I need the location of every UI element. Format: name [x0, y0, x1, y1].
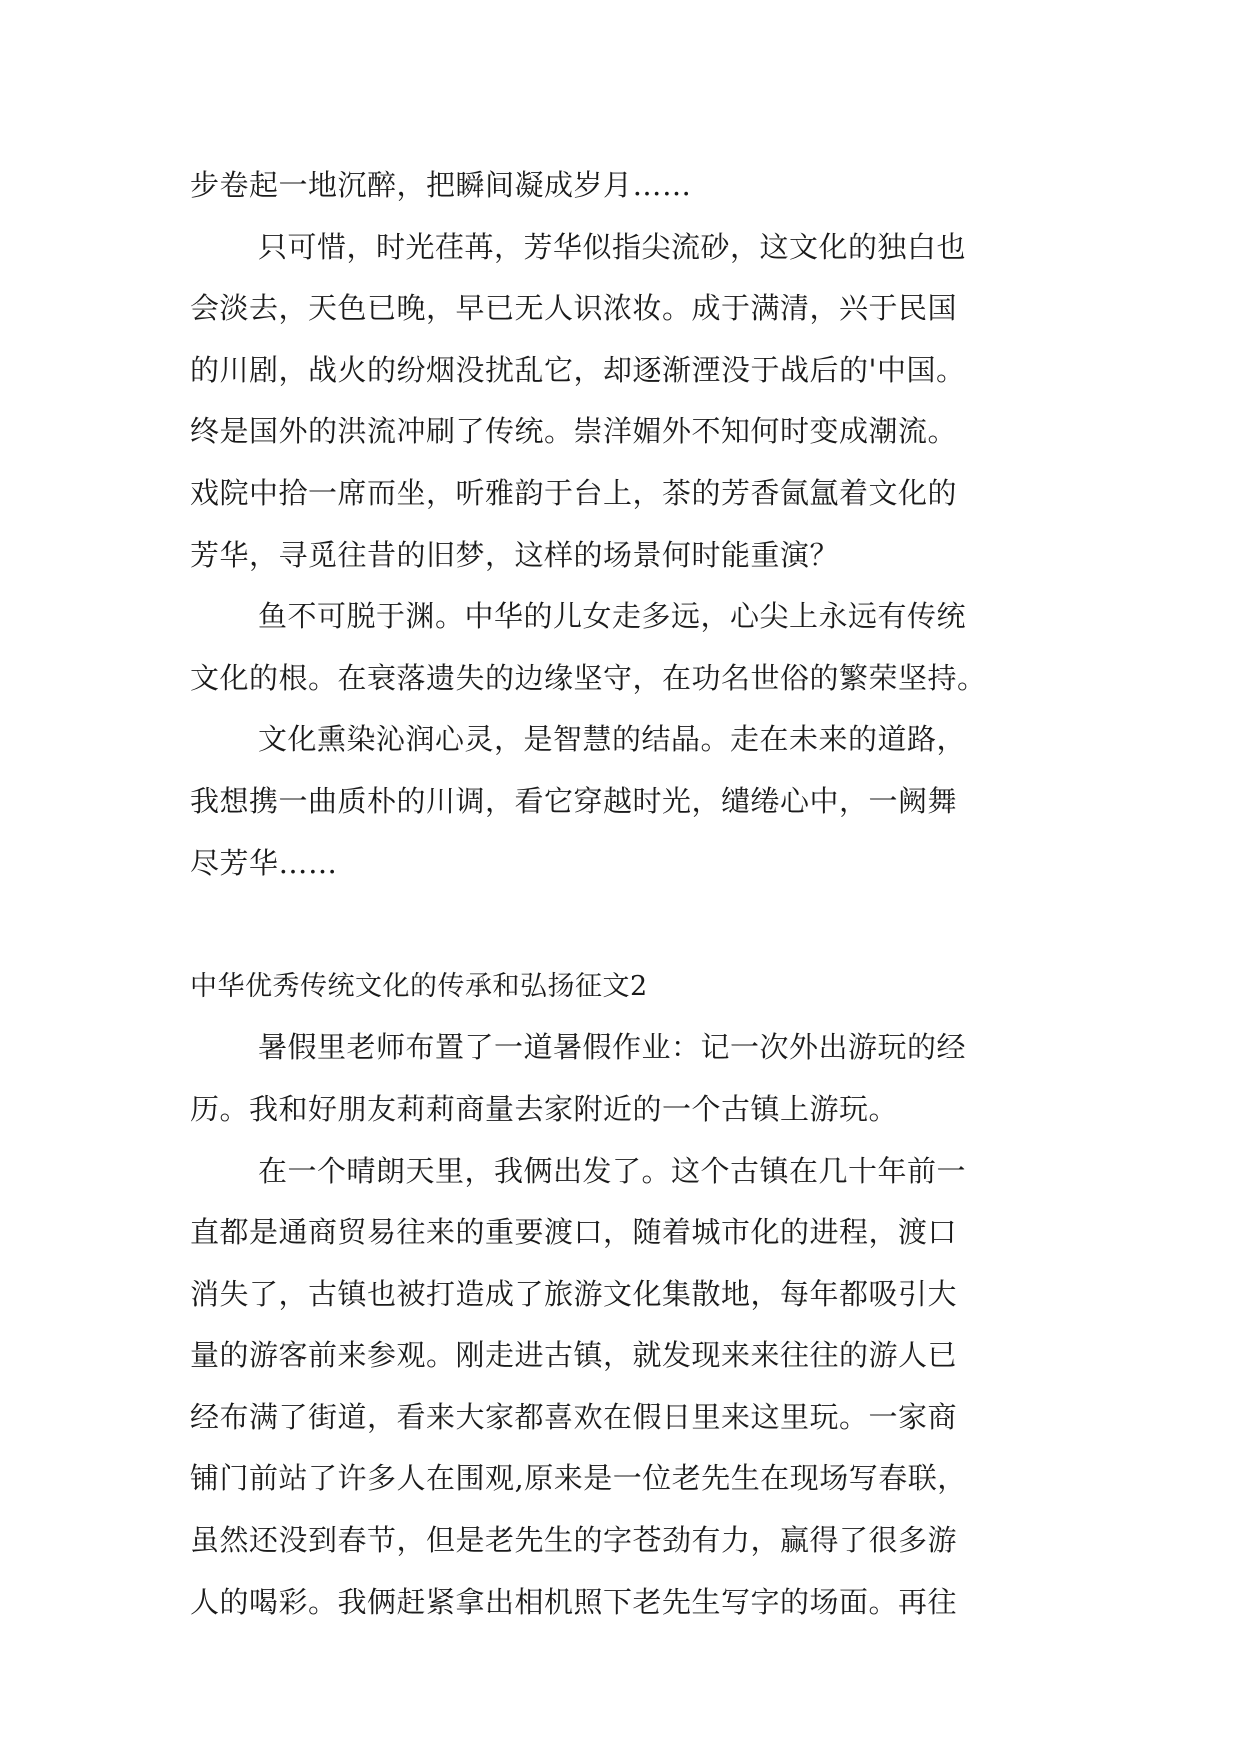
text-line: 尽芳华…… — [190, 845, 338, 880]
document-page — [190, 155, 1070, 1633]
text-line: 经布满了街道，看来大家都喜欢在假日里来这里玩。一家商 — [190, 1399, 958, 1434]
text-line: 只可惜，时光荏苒，芳华似指尖流砂，这文化的独白也 — [258, 229, 967, 264]
text-line: 消失了，古镇也被打造成了旅游文化集散地，每年都吸引大 — [190, 1276, 958, 1311]
paragraph-gap — [190, 894, 1070, 956]
text-line: 人的喝彩。我俩赶紧拿出相机照下老先生写字的场面。再往 — [190, 1584, 958, 1619]
text-line: 的川剧，战火的纷烟没扰乱它，却逐渐湮没于战后的'中国。 — [190, 352, 966, 387]
text-line: 在一个晴朗天里，我俩出发了。这个古镇在几十年前一 — [258, 1153, 967, 1188]
text-line: 步卷起一地沉醉，把瞬间凝成岁月…… — [190, 168, 692, 202]
text-line: 芳华，寻觅往昔的旧梦，这样的场景何时能重演？ — [190, 537, 840, 572]
text-line: 会淡去，天色已晚，早已无人识浓妆。成于满清，兴于民国 — [190, 291, 958, 326]
text-line: 鱼不可脱于渊。中华的儿女走多远，心尖上永远有传统 — [258, 599, 967, 634]
text-line: 虽然还没到春节，但是老先生的字苍劲有力，赢得了很多游 — [190, 1523, 958, 1558]
text-line: 历。我和好朋友莉莉商量去家附近的一个古镇上游玩。 — [190, 1091, 899, 1126]
text-line: 暑假里老师布置了一道暑假作业：记一次外出游玩的经 — [258, 1030, 967, 1065]
text-line: 我想携一曲质朴的川调，看它穿越时光，缱绻心中，一阙舞 — [190, 783, 958, 818]
text-line: 量的游客前来参观。刚走进古镇，就发现来来往往的游人已 — [190, 1338, 958, 1373]
essay-body — [190, 1017, 1070, 1633]
text-line: 文化熏染沁润心灵，是智慧的结晶。走在未来的道路， — [258, 722, 967, 757]
text-line: 铺门前站了许多人在围观,原来是一位老先生在现场写春联， — [190, 1461, 967, 1496]
section-title: 中华优秀传统文化的传承和弘扬征文2 — [190, 970, 648, 1002]
text-line: 文化的根。在衰落遗失的边缘坚守，在功名世俗的繁荣坚持。 — [190, 660, 987, 695]
text-line: 戏院中拾一席而坐，听雅韵于台上，茶的芳香氤氲着文化的 — [190, 475, 958, 510]
text-line: 直都是通商贸易往来的重要渡口，随着城市化的进程，渡口 — [190, 1215, 958, 1250]
essay-continuation — [190, 155, 1070, 894]
text-line: 终是国外的洪流冲刷了传统。崇洋媚外不知何时变成潮流。 — [190, 414, 958, 449]
